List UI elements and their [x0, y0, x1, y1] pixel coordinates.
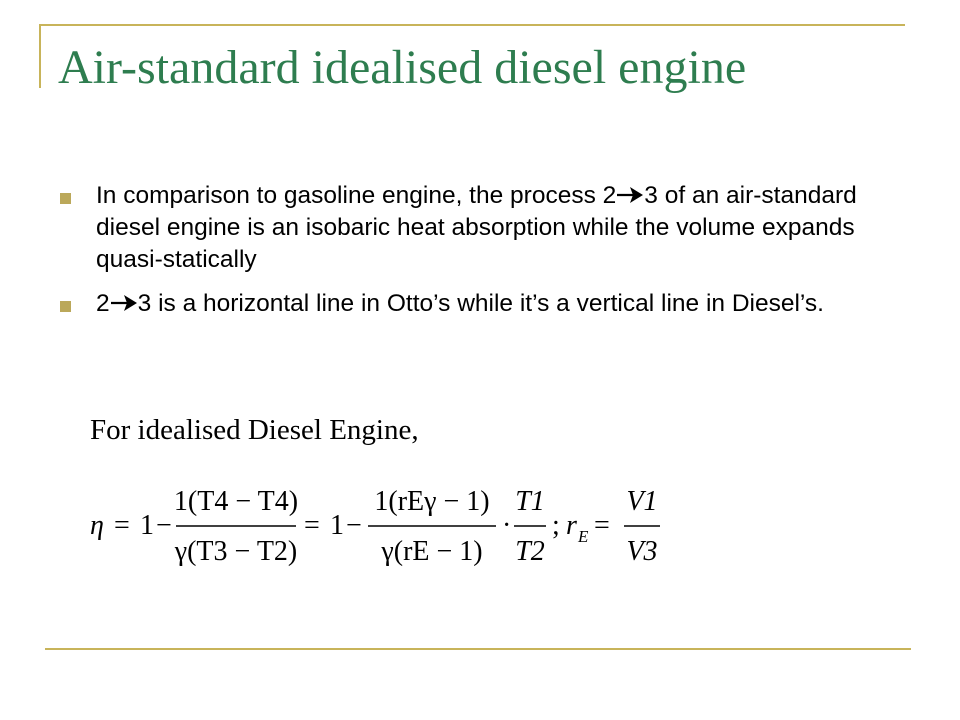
equals-sign: = — [114, 510, 130, 541]
fraction2-denominator: γ(rE − 1) — [381, 536, 483, 567]
semicolon: ; — [552, 510, 560, 541]
right-arrow-icon — [616, 185, 644, 205]
ratio-denominator: T2 — [515, 536, 545, 567]
volume-numerator: V1 — [626, 486, 658, 517]
one-term: 1 — [140, 510, 154, 541]
square-bullet-icon — [60, 193, 71, 204]
ratio-numerator: T1 — [515, 486, 545, 517]
formula-intro: For idealised Diesel Engine, — [90, 414, 419, 446]
minus-sign: − — [346, 510, 362, 541]
volume-denominator: V3 — [626, 536, 658, 567]
bullet-list — [60, 180, 910, 332]
bottom-rule — [45, 648, 911, 650]
eta-symbol: η — [90, 510, 104, 541]
r-symbol: r — [566, 510, 577, 541]
minus-sign: − — [156, 510, 172, 541]
fraction1-denominator: γ(T3 − T2) — [174, 536, 298, 567]
one-term: 1 — [330, 510, 344, 541]
fraction2-numerator: 1(rEγ − 1) — [374, 486, 490, 517]
efficiency-formula — [90, 412, 710, 592]
square-bullet-icon — [60, 301, 71, 312]
bullet-text-start: In comparison to gasoline engine, the process 2 — [96, 182, 617, 209]
title-top-rule — [39, 24, 905, 26]
fraction1-numerator: 1(T4 − T4) — [173, 486, 299, 517]
dot-operator: · — [502, 510, 512, 541]
equals-sign: = — [304, 510, 320, 541]
bullet-text-end: 3 of an air-standard diesel engine is an isobaric heat absorption while the volume expands quasi-statically — [96, 182, 857, 273]
bullet-item — [60, 180, 910, 276]
title-left-rule — [39, 24, 41, 88]
slide-title: Air-standard idealised diesel engine — [58, 41, 747, 94]
right-arrow-icon — [110, 293, 138, 313]
bullet-item — [60, 288, 910, 320]
bullet-text-end: 3 is a horizontal line in Otto’s while it’s a vertical line in Diesel’s. — [137, 290, 824, 317]
r-subscript: E — [578, 527, 589, 546]
equals-sign: = — [594, 510, 610, 541]
bullet-text-start: 2 — [96, 290, 110, 317]
efficiency-equation — [90, 472, 710, 582]
